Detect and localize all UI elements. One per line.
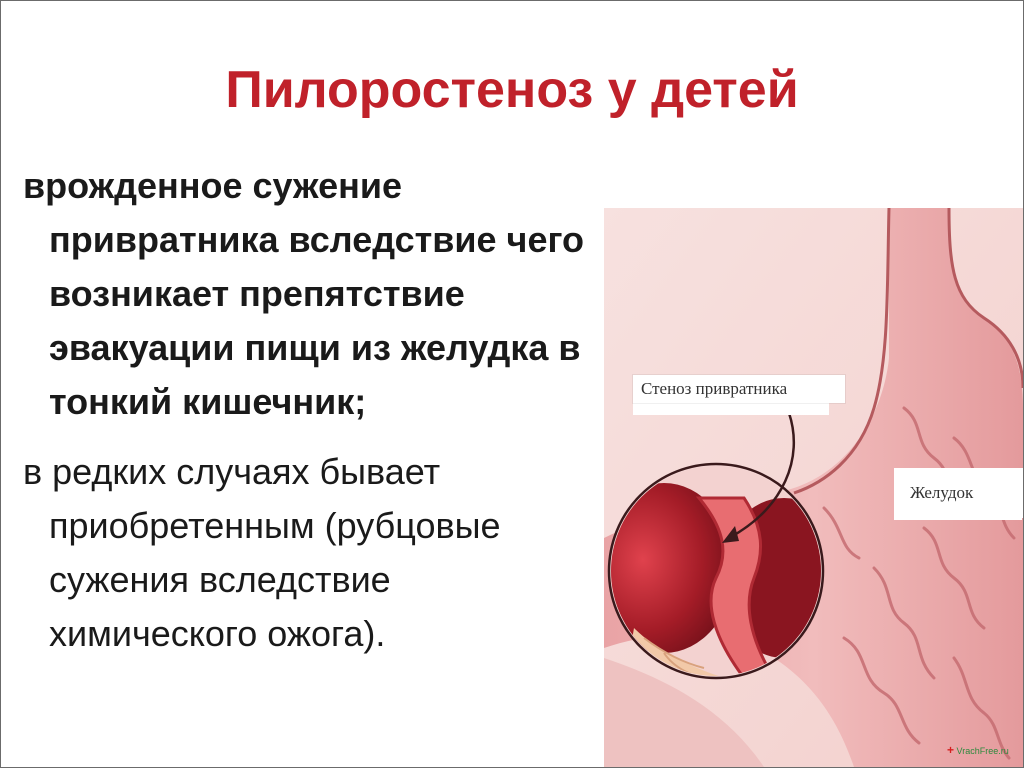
- label-pyloric-stenosis: Стеноз привратника: [633, 375, 845, 403]
- bullet-acquired: в редких случаях бывает приобретенным (рубцовые сужения вследствие химического ожога).: [23, 451, 501, 654]
- medical-cross-icon: +: [947, 743, 955, 757]
- slide-title: Пилоростеноз у детей: [225, 61, 799, 119]
- watermark-text: VrachFree.ru: [956, 746, 1009, 756]
- bullet-list: [23, 159, 593, 661]
- label-stomach: Желудок: [894, 468, 1024, 518]
- watermark: [947, 743, 1009, 757]
- bullet-definition: врожденное сужение привратника вследствие чего возникает препятствие эвакуации пищи из желудка в тонкий кишечник;: [23, 165, 584, 422]
